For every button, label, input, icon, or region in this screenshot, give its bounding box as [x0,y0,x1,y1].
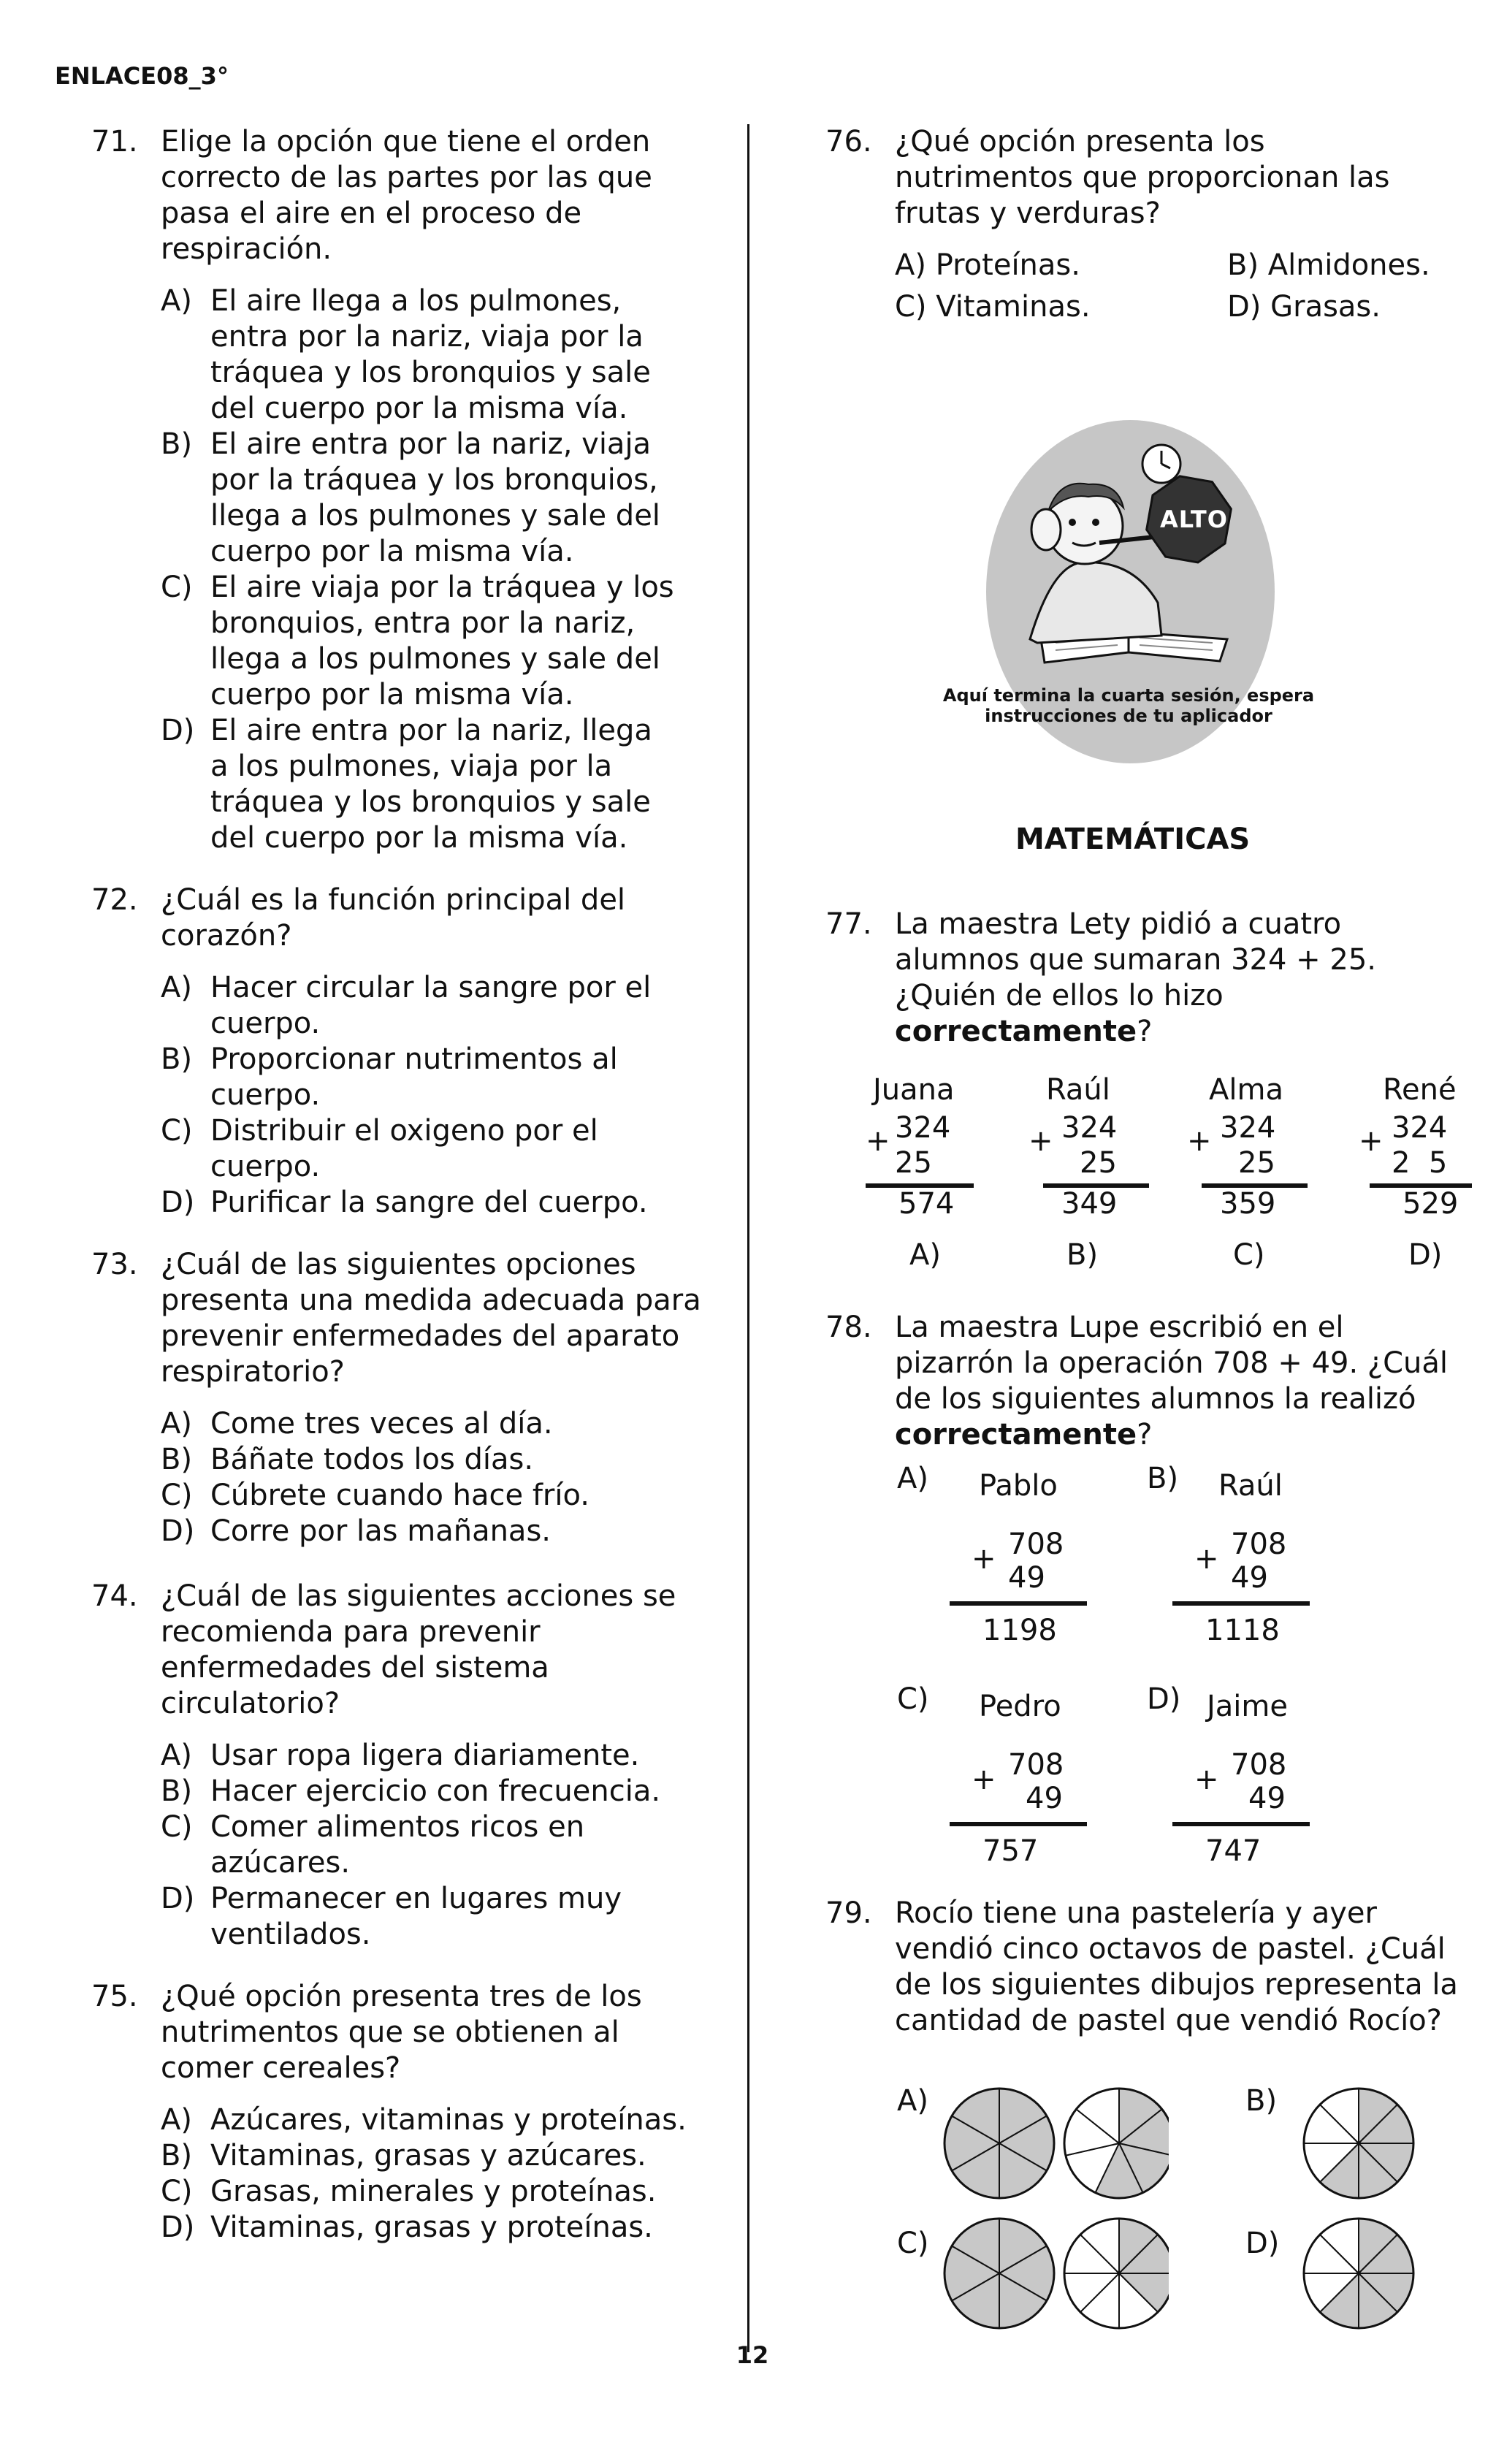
option-text: Permanecer en lugares muy ventilados. [210,1882,622,1951]
addend-top: 324 [1061,1111,1118,1145]
sum-line [950,1601,1087,1606]
option-letter: B) [1245,2084,1278,2118]
option-d[interactable] [161,1881,720,1953]
option-letter: C) [161,1810,193,1844]
student-name: Raúl [1218,1469,1283,1503]
addend-top: 324 [895,1111,951,1145]
stem-text: La maestra Lety pidió a cuatro alumnos que sumaran 324 + 25. ¿Quién de ellos lo hizo [895,907,1376,1012]
option-d[interactable] [161,1185,720,1221]
option-c[interactable] [161,2174,720,2210]
plus-sign: + [972,1763,996,1796]
question-78 [825,1310,1468,1453]
question-number: 71. [91,125,138,159]
option-c[interactable] [161,1809,720,1881]
stop-sign-label: ALTO [1160,506,1228,533]
question-stem: ¿Qué opción presenta los nutrimentos que proporcionan las frutas y verduras? [895,125,1390,230]
pie-single-d [1299,2213,1423,2338]
stem-emphasis: correctamente [895,1418,1137,1452]
question-number: 75. [91,1980,138,2013]
stop-caption [942,685,1315,726]
option-text: Vitaminas, grasas y azúcares. [210,2139,646,2173]
addend-bottom: 49 [1231,1561,1268,1595]
option-a[interactable] [161,2102,720,2138]
option-letter: C) [895,290,927,324]
option-d[interactable] [161,1514,727,1549]
question-stem [895,907,1450,1050]
option-d[interactable] [161,2210,720,2246]
option-text: Proteínas. [935,248,1080,282]
plus-sign: + [972,1542,996,1576]
addend-bottom: 25 [1238,1146,1275,1180]
option-b[interactable] [1227,248,1454,283]
option-letter: D) [1408,1238,1443,1272]
option-letter: C) [897,1682,929,1716]
option-letter: B) [1227,248,1259,282]
column-divider [747,124,749,2352]
question-75 [91,1979,720,2246]
question-76 [825,124,1468,325]
option-text: Purificar la sangre del cuerpo. [210,1186,648,1219]
sum-result: 349 [1061,1187,1118,1221]
question-stem [895,1310,1450,1453]
addend-bottom: 25 [895,1146,932,1180]
sum-result: 757 [982,1834,1039,1868]
option-letter: A) [897,1462,928,1495]
sum-result: 747 [1205,1834,1262,1868]
option-text: El aire viaja por la tráquea y los bronquios, entra por la nariz, llega a los pulmones y sale del cuerpo por la misma vía. [210,571,674,712]
option-text: Distribuir el oxigeno por el cuerpo. [210,1114,598,1183]
addend-top: 708 [1231,1527,1287,1561]
option-letter: D) [1245,2227,1280,2260]
stem-emphasis: correctamente [895,1015,1137,1048]
option-letter: C) [161,1114,193,1148]
addend-top: 708 [1231,1748,1287,1782]
question-74 [91,1579,720,1953]
option-letter: A) [897,2084,928,2118]
option-text: Vitaminas. [936,290,1091,324]
option-d[interactable] [1227,289,1454,325]
question-number: 72. [91,883,138,917]
option-text: Proporcionar nutrimentos al cuerpo. [210,1042,618,1112]
student-name: René [1383,1073,1457,1107]
pie-pair-a [942,2083,1169,2208]
addition [950,1527,1096,1647]
plus-sign: + [1194,1763,1219,1796]
option-b[interactable] [161,427,720,570]
sum-line [1172,1822,1310,1826]
option-a[interactable] [161,1406,727,1442]
stop-caption-line1: Aquí termina la cuarta sesión, espera [942,685,1315,706]
option-text: El aire llega a los pulmones, entra por la nariz, viaja por la tráquea y los bronquios y sale del cuerpo por la misma vía. [210,284,651,425]
question-number: 76. [825,125,872,159]
pie-single-b [1299,2083,1423,2208]
option-letter: C) [161,571,193,604]
addend-bottom: 49 [1008,1561,1045,1595]
option-letter: A) [161,1407,192,1441]
stem-text: La maestra Lupe escribió en el pizarrón la operación 708 + 49. ¿Cuál de los siguientes alumnos la realizó [895,1311,1449,1416]
option-letter: C) [161,2175,193,2208]
question-73 [91,1247,727,1549]
option-text: Hacer ejercicio con frecuencia. [210,1774,661,1808]
option-d[interactable] [161,713,720,856]
question-stem: ¿Cuál es la función principal del corazón? [161,883,626,953]
option-letter: D) [161,1882,195,1915]
pie-chart [1064,2219,1169,2328]
question-77 [825,907,1468,1050]
question-number: 79. [825,1896,872,1930]
option-letter: A) [161,2103,192,2137]
option-a[interactable] [161,1738,720,1774]
option-c[interactable] [161,570,720,713]
option-letter: D) [161,1514,195,1548]
option-c[interactable] [161,1113,720,1185]
option-b[interactable] [161,1042,720,1113]
section-title: MATEMÁTICAS [1015,823,1251,856]
stem-end: ? [1137,1015,1153,1048]
addition [1359,1110,1476,1220]
student-name: Juana [873,1073,955,1107]
student-name: Pablo [979,1469,1058,1503]
option-letter: D) [161,2211,195,2244]
option-b[interactable] [161,2138,720,2174]
page-number: 12 [736,2341,769,2369]
option-text: Corre por las mañanas. [210,1514,551,1548]
sum-result: 574 [898,1187,955,1221]
option-letter: D) [161,714,195,747]
sum-result: 529 [1402,1187,1459,1221]
option-letter: D) [161,1186,195,1219]
option-text: Vitaminas, grasas y proteínas. [210,2211,653,2244]
student-name: Jaime [1207,1690,1288,1723]
question-number: 78. [825,1311,872,1344]
question-72 [91,882,720,1221]
student-name: Alma [1209,1073,1283,1107]
question-stem: Elige la opción que tiene el orden correcto de las partes por las que pasa el aire en el proceso de respiración. [161,125,652,266]
option-a[interactable] [161,970,720,1042]
question-number: 74. [91,1579,138,1613]
addition [950,1747,1096,1868]
question-number: 77. [825,907,872,941]
document-header: ENLACE08_3° [55,62,229,90]
addition [1172,1747,1318,1868]
question-stem: ¿Cuál de las siguientes acciones se recomienda para prevenir enfermedades del sistema circulatorio? [161,1579,676,1720]
question-71 [91,124,720,856]
question-stem: ¿Cuál de las siguientes opciones presenta una medida adecuada para prevenir enfermedades del aparato respiratorio? [161,1248,701,1389]
pie-chart [944,2219,1054,2328]
option-text: El aire entra por la nariz, llega a los pulmones, viaja por la tráquea y los bronquios y sale del cuerpo por la misma vía. [210,714,652,855]
addition [1172,1527,1318,1647]
option-letter: A) [909,1238,941,1272]
option-c[interactable] [895,289,1227,325]
pie-chart [1304,2089,1413,2198]
option-letter: C) [161,1479,193,1512]
option-text: Hacer circular la sangre por el cuerpo. [210,971,652,1040]
plus-sign: + [1194,1542,1219,1576]
option-letter: D) [1227,290,1262,324]
addend-top: 708 [1008,1748,1064,1782]
option-letter: A) [895,248,926,282]
student-name: Raúl [1046,1073,1110,1107]
option-letter: B) [1147,1462,1179,1495]
option-text: Almidones. [1267,248,1430,282]
plus-sign: + [1028,1124,1053,1158]
option-text: Usar ropa ligera diariamente. [210,1739,640,1772]
question-79 [825,1896,1468,2039]
option-text: Azúcares, vitaminas y proteínas. [210,2103,687,2137]
option-text: Comer alimentos ricos en azúcares. [210,1810,585,1880]
question-stem: Rocío tiene una pastelería y ayer vendió cinco octavos de pastel. ¿Cuál de los siguientes dibujos representa la cantidad de pastel que vendió Rocío? [895,1896,1458,2037]
option-letter: B) [161,2139,193,2173]
addend-top: 708 [1008,1527,1064,1561]
option-letter: B) [161,1443,193,1476]
sum-line [950,1822,1087,1826]
addition [1028,1110,1145,1220]
option-letter: C) [897,2227,929,2260]
option-letter: B) [161,1042,193,1076]
question-stem: ¿Qué opción presenta tres de los nutrimentos que se obtienen al comer cereales? [161,1980,642,2085]
addend-top: 324 [1220,1111,1276,1145]
option-b[interactable] [161,1442,727,1478]
option-letter: B) [161,427,193,461]
option-letter: A) [161,284,192,318]
option-letter: A) [161,971,192,1004]
option-text: Come tres veces al día. [210,1407,553,1441]
sum-result: 1118 [1205,1614,1280,1647]
option-letter: C) [1233,1238,1265,1272]
option-a[interactable] [895,248,1227,283]
option-b[interactable] [161,1774,720,1809]
pie-chart [944,2089,1054,2198]
option-c[interactable] [161,1478,727,1514]
option-letter: A) [161,1739,192,1772]
plus-sign: + [1359,1124,1384,1158]
option-letter: B) [161,1774,193,1808]
option-letter: D) [1147,1682,1181,1716]
question-number: 73. [91,1248,138,1281]
sum-result: 359 [1220,1187,1276,1221]
plus-sign: + [1187,1124,1212,1158]
option-a[interactable] [161,283,720,427]
pie-chart [1304,2219,1413,2328]
plus-sign: + [866,1124,890,1158]
stem-end: ? [1137,1418,1153,1452]
option-text: Grasas. [1270,290,1381,324]
stop-caption-line2: instrucciones de tu aplicador [985,706,1272,726]
addition [1187,1110,1304,1220]
option-letter: B) [1066,1238,1099,1272]
addend-top: 324 [1392,1111,1448,1145]
option-text: Cúbrete cuando hace frío. [210,1479,589,1512]
addition [866,1110,968,1220]
addend-bottom: 25 [1080,1146,1117,1180]
addend-bottom: 2 5 [1392,1146,1448,1180]
sum-line [1172,1601,1310,1606]
option-text: Báñate todos los días. [210,1443,534,1476]
pie-pair-c [942,2213,1169,2338]
pie-chart [1064,2089,1169,2198]
sum-result: 1198 [982,1614,1057,1647]
addend-bottom: 49 [1026,1782,1063,1815]
student-name: Pedro [979,1690,1061,1723]
addend-bottom: 49 [1248,1782,1286,1815]
option-text: Grasas, minerales y proteínas. [210,2175,657,2208]
option-text: El aire entra por la nariz, viaja por la tráquea y los bronquios, llega a los pulmones y sale del cuerpo por la misma vía. [210,427,660,568]
